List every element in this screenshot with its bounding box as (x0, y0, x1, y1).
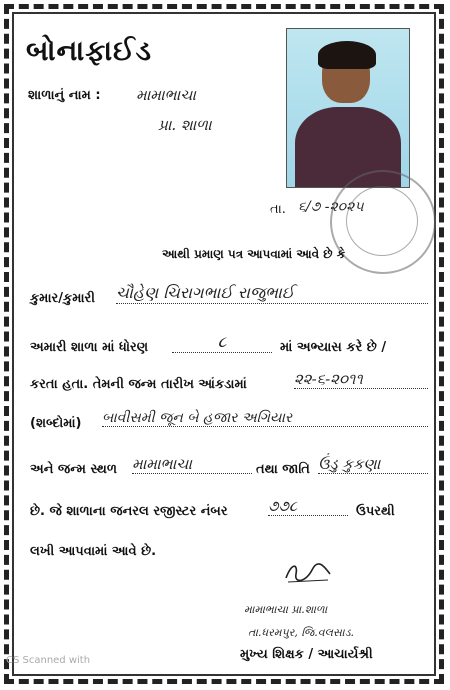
signatory-title: મુખ્ય શિક્ષક / આચાર્યશ્રી (240, 647, 373, 662)
date-value: ૬/૭ -૨૦૨૫ (298, 199, 364, 215)
class-suffix: માં અભ્યાસ કરે છે / (280, 340, 387, 355)
date-label: તા. (270, 202, 286, 217)
school-name-label: શાળાનું નામ : (28, 88, 101, 103)
caste-label: તથા જાતિ (256, 462, 310, 477)
class-prefix: અમારી શાળા માં ધોરણ (30, 340, 149, 355)
caste-value: ઉંડુ કુકણા (318, 455, 428, 474)
school-name-value-1: મામાભાચા (136, 86, 196, 104)
words-label: (શબ્દોમાં) (30, 416, 82, 431)
school-name-value-2: પ્રા. શાળા (158, 116, 212, 134)
dob-digits: ૨૨-૬-૨૦૧૧ (294, 370, 428, 389)
principal-signature (282, 560, 334, 586)
dob-words: બાવીસમી જૂન બે હજાર અગિયાર (102, 410, 428, 427)
student-photo (286, 28, 410, 188)
school-stamp-line-1: મામાભાચા પ્રા.શાળા (244, 603, 328, 616)
school-round-stamp (330, 170, 436, 274)
certificate-title: બોનાફાઈડ (26, 34, 153, 67)
student-name: ચૌહેણ ચિરાગભાઈ રાજુભાઈ (116, 283, 428, 304)
register-suffix: ઉપરથી (356, 504, 395, 519)
certifying-text: આથી પ્રમાણ પત્ર આપવામાં આવે છે કે (162, 247, 346, 261)
class-value: ૮ (172, 332, 272, 353)
birthplace-label: અને જન્મ સ્થળ (30, 462, 117, 477)
scanner-watermark: CS Scanned with (6, 655, 91, 666)
dob-prefix: કરતા હતા. તેમની જન્મ તારીખ આંકડામાં (30, 377, 247, 392)
register-prefix: છે. જે શાળાના જનરલ રજીસ્ટર નંબર (30, 504, 228, 519)
student-label: કુમાર/કુમારી (30, 291, 95, 306)
school-stamp-line-2: તા.ધરમપુર, જિ.વલસાડ. (248, 626, 355, 639)
given-text: લખી આપવામાં આવે છે. (30, 544, 157, 559)
register-value: ૭૭૮ (268, 497, 348, 516)
birthplace-value: મામાભાચા (132, 455, 252, 474)
